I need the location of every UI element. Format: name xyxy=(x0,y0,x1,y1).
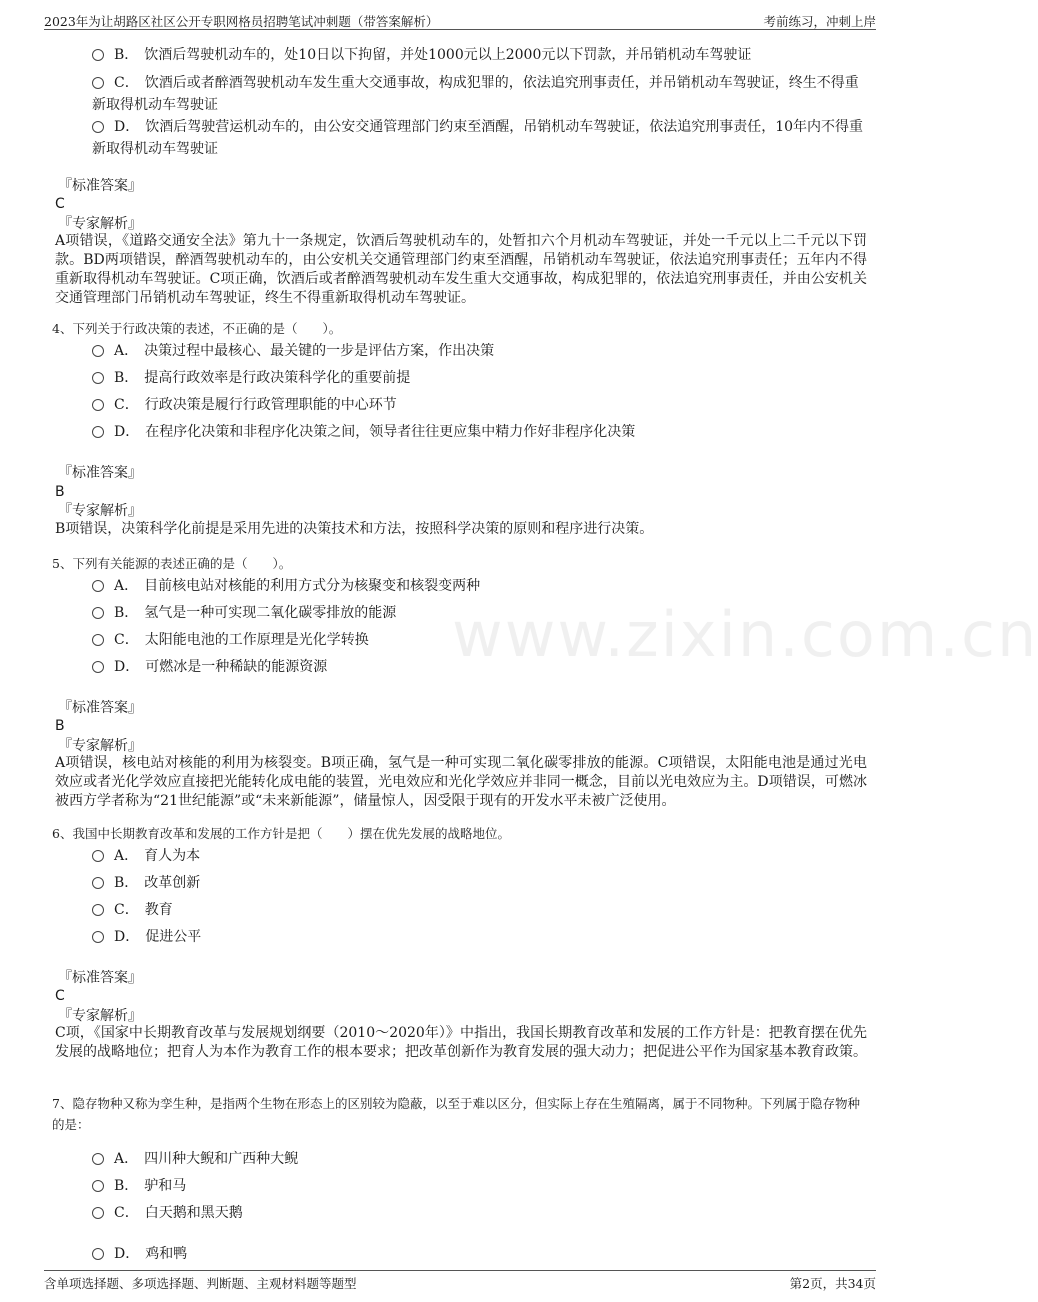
radio-icon[interactable] xyxy=(92,1153,104,1165)
q6-option-b[interactable]: B． 改革创新 xyxy=(92,872,872,894)
radio-icon[interactable] xyxy=(92,1207,104,1219)
q5-answer: B xyxy=(55,718,65,734)
page-number: 第2页，共34页 xyxy=(789,1276,876,1291)
q4-analysis-label: 『专家解析』 xyxy=(58,503,142,519)
q5-option-c[interactable]: C． 太阳能电池的工作原理是光化学转换 xyxy=(92,629,872,651)
page-footer xyxy=(44,1270,876,1292)
q5-question: 5、下列有关能源的表述正确的是（ ）。 xyxy=(52,556,292,571)
q6-option-a[interactable]: A． 育人为本 xyxy=(92,845,872,867)
q6-analysis-label: 『专家解析』 xyxy=(58,1008,142,1024)
radio-icon[interactable] xyxy=(92,877,104,889)
radio-icon[interactable] xyxy=(92,607,104,619)
q4-option-a[interactable]: A． 决策过程中最核心、最关键的一步是评估方案，作出决策 xyxy=(92,340,872,362)
q6-answer-label: 『标准答案』 xyxy=(58,970,142,986)
q6-question: 6、我国中长期教育改革和发展的工作方针是把（ ）摆在优先发展的战略地位。 xyxy=(52,826,510,841)
q3-analysis: A项错误，《道路交通安全法》第九十一条规定，饮酒后驾驶机动车的，处暂扣六个月机动车驾驶证，并处一千元以上二千元以下罚款。BD两项错误，醉酒驾驶机动车的，由公安机关交通管理部门约束至酒醒，吊销机动车驾驶证，依法追究刑事责任；五年内不得重新取得机动车驾驶证。C项正确，饮酒后或者醉酒驾驶机动车发生重大交通事故，构成犯罪的，依法追究刑事责任，并由公安机关交通管理部门吊销机动车驾驶证，终生不得重新取得机动车驾驶证。 xyxy=(55,233,867,306)
radio-icon[interactable] xyxy=(92,426,104,438)
radio-icon[interactable] xyxy=(92,49,104,61)
radio-icon[interactable] xyxy=(92,580,104,592)
radio-icon[interactable] xyxy=(92,121,104,133)
radio-icon[interactable] xyxy=(92,1180,104,1192)
radio-icon[interactable] xyxy=(92,77,104,89)
radio-icon[interactable] xyxy=(92,850,104,862)
q3-option-d[interactable]: D． 饮酒后驾驶营运机动车的，由公安交通管理部门约束至酒醒，吊销机动车驾驶证，依法追究刑事责任，10年内不得重新取得机动车驾驶证 xyxy=(92,119,864,157)
radio-icon[interactable] xyxy=(92,345,104,357)
radio-icon[interactable] xyxy=(92,399,104,411)
q4-question: 4、下列关于行政决策的表述，不正确的是（ ）。 xyxy=(52,321,342,336)
q6-analysis: C项，《国家中长期教育改革与发展规划纲要（2010～2020年）》中指出，我国长期教育改革和发展的工作方针是：把教育摆在优先发展的战略地位；把育人为本作为教育工作的根本要求；把改革创新作为教育发展的强大动力；把促进公平作为国家基本教育政策。 xyxy=(55,1025,867,1060)
q7-option-a[interactable]: A． 四川种大鲵和广西种大鲵 xyxy=(92,1148,872,1170)
q3-option-c[interactable]: C． 饮酒后或者醉酒驾驶机动车发生重大交通事故，构成犯罪的，依法追究刑事责任，并吊销机动车驾驶证，终生不得重新取得机动车驾驶证 xyxy=(92,75,859,113)
q5-option-b[interactable]: B． 氢气是一种可实现二氧化碳零排放的能源 xyxy=(92,602,872,624)
q4-option-d[interactable]: D． 在程序化决策和非程序化决策之间，领导者往往更应集中精力作好非程序化决策 xyxy=(92,421,872,443)
q5-analysis-label: 『专家解析』 xyxy=(58,738,142,754)
watermark: www.zixin.com.cn xyxy=(452,598,1038,671)
q6-option-d[interactable]: D． 促进公平 xyxy=(92,926,872,948)
radio-icon[interactable] xyxy=(92,1248,104,1260)
radio-icon[interactable] xyxy=(92,634,104,646)
q5-option-a[interactable]: A． 目前核电站对核能的利用方式分为核聚变和核裂变两种 xyxy=(92,575,872,597)
q4-answer-label: 『标准答案』 xyxy=(58,465,142,481)
radio-icon[interactable] xyxy=(92,904,104,916)
q3-option-b[interactable]: B． 饮酒后驾驶机动车的，处10日以下拘留，并处1000元以上2000元以下罚款，并吊销机动车驾驶证 xyxy=(92,44,872,66)
q4-analysis: B项错误，决策科学化前提是采用先进的决策技术和方法，按照科学决策的原则和程序进行决策。 xyxy=(55,521,654,537)
q6-option-c[interactable]: C． 教育 xyxy=(92,899,872,921)
q4-option-b[interactable]: B． 提高行政效率是行政决策科学化的重要前提 xyxy=(92,367,872,389)
q7-question: 7、隐存物种又称为孪生种，是指两个生物在形态上的区别较为隐蔽，以至于难以区分，但实际上存在生殖隔离，属于不同物种。下列属于隐存物种的是： xyxy=(52,1096,860,1132)
radio-icon[interactable] xyxy=(92,931,104,943)
document-title: 2023年为让胡路区社区公开专职网格员招聘笔试冲刺题（带答案解析） xyxy=(44,14,439,29)
q3-answer: C xyxy=(55,196,65,212)
radio-icon[interactable] xyxy=(92,372,104,384)
q5-answer-label: 『标准答案』 xyxy=(58,700,142,716)
q7-option-b[interactable]: B． 驴和马 xyxy=(92,1175,872,1197)
q5-analysis: A项错误，核电站对核能的利用为核裂变。B项正确，氢气是一种可实现二氧化碳零排放的能源。C项错误，太阳能电池是通过光电效应或者光化学效应直接把光能转化成电能的装置，光电效应和光化学效应并非同一概念，目前以光电效应为主。D项错误，可燃冰被西方学者称为“21世纪能源”或“未来新能源”，储量惊人，因受限于现有的开发水平未被广泛使用。 xyxy=(55,755,867,809)
q3-analysis-label: 『专家解析』 xyxy=(58,216,142,232)
footer-note: 含单项选择题、多项选择题、判断题、主观材料题等题型 xyxy=(44,1276,357,1291)
q4-answer: B xyxy=(55,484,65,500)
q4-option-c[interactable]: C． 行政决策是履行行政管理职能的中心环节 xyxy=(92,394,872,416)
radio-icon[interactable] xyxy=(92,661,104,673)
q6-answer: C xyxy=(55,988,65,1004)
header-slogan: 考前练习，冲刺上岸 xyxy=(763,14,876,29)
q5-option-d[interactable]: D． 可燃冰是一种稀缺的能源资源 xyxy=(92,656,872,678)
q7-option-c[interactable]: C． 白天鹅和黑天鹅 xyxy=(92,1202,872,1224)
q3-answer-label: 『标准答案』 xyxy=(58,178,142,194)
q7-option-d[interactable]: D． 鸡和鸭 xyxy=(92,1243,872,1265)
